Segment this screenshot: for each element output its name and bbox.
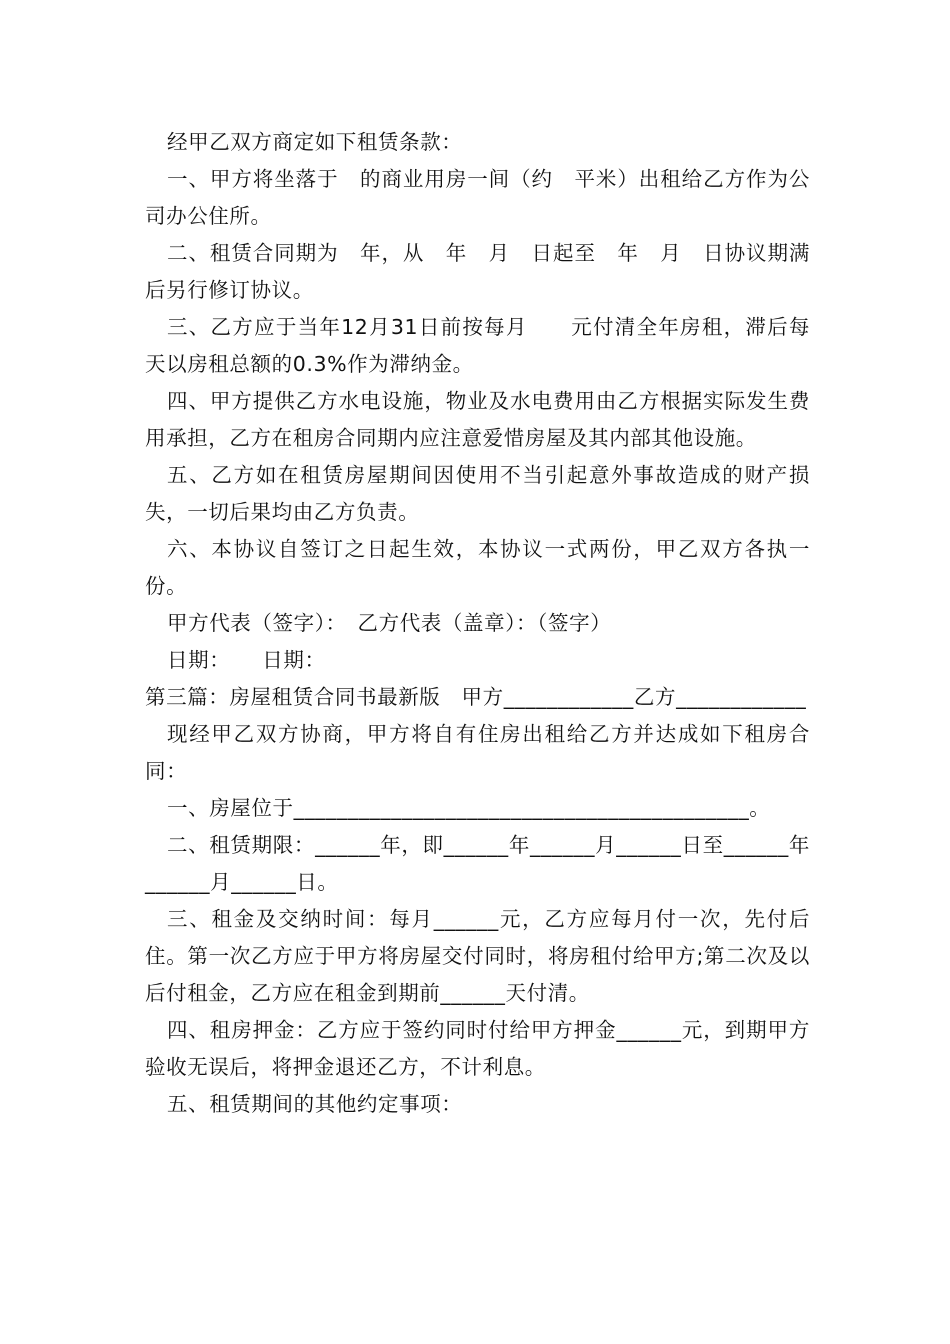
article-3: 三、租金及交纳时间：每月______元，乙方应每月付一次，先付后住。第一次乙方应于甲方将房屋交付同时，将房租付给甲方;第二次及以后付租金，乙方应在租金到期前______天付清。 bbox=[145, 907, 810, 1005]
section-heading: 第三篇：房屋租赁合同书最新版 甲方____________乙方____________ bbox=[145, 685, 807, 709]
article-5: 五、租赁期间的其他约定事项： bbox=[167, 1092, 463, 1116]
clause-2: 二、租赁合同期为 年，从 年 月 日起至 年 月 日协议期满后另行修订协议。 bbox=[145, 241, 810, 302]
clause-3: 三、乙方应于当年12月31日前按每月 元付清全年房租，滞后每天以房租总额的0.3%作为滞纳金。 bbox=[145, 315, 810, 376]
contract-text bbox=[145, 124, 810, 1123]
date-line: 日期： 日期： bbox=[167, 648, 326, 672]
article-1: 一、房屋位于__________________________________________。 bbox=[167, 796, 771, 820]
signature-line: 甲方代表（签字）： 乙方代表（盖章）：（签字） bbox=[167, 611, 612, 635]
clause-5: 五、乙方如在租赁房屋期间因使用不当引起意外事故造成的财产损失，一切后果均由乙方负责。 bbox=[145, 463, 810, 524]
article-4: 四、租房押金：乙方应于签约同时付给甲方押金______元，到期甲方验收无误后，将押金退还乙方，不计利息。 bbox=[145, 1018, 810, 1079]
article-2: 二、租赁期限：______年，即______年______月______日至______年______月______日。 bbox=[145, 833, 810, 894]
clause-6: 六、本协议自签订之日起生效，本协议一式两份，甲乙双方各执一份。 bbox=[145, 537, 810, 598]
clause-1: 一、甲方将坐落于 的商业用房一间（约 平米）出租给乙方作为公司办公住所。 bbox=[145, 167, 810, 228]
intro-line: 经甲乙双方商定如下租赁条款： bbox=[167, 130, 463, 154]
clause-4: 四、甲方提供乙方水电设施，物业及水电费用由乙方根据实际发生费用承担，乙方在租房合同期内应注意爱惜房屋及其内部其他设施。 bbox=[145, 389, 810, 450]
preamble: 现经甲乙双方协商，甲方将自有住房出租给乙方并达成如下租房合同： bbox=[145, 722, 810, 783]
